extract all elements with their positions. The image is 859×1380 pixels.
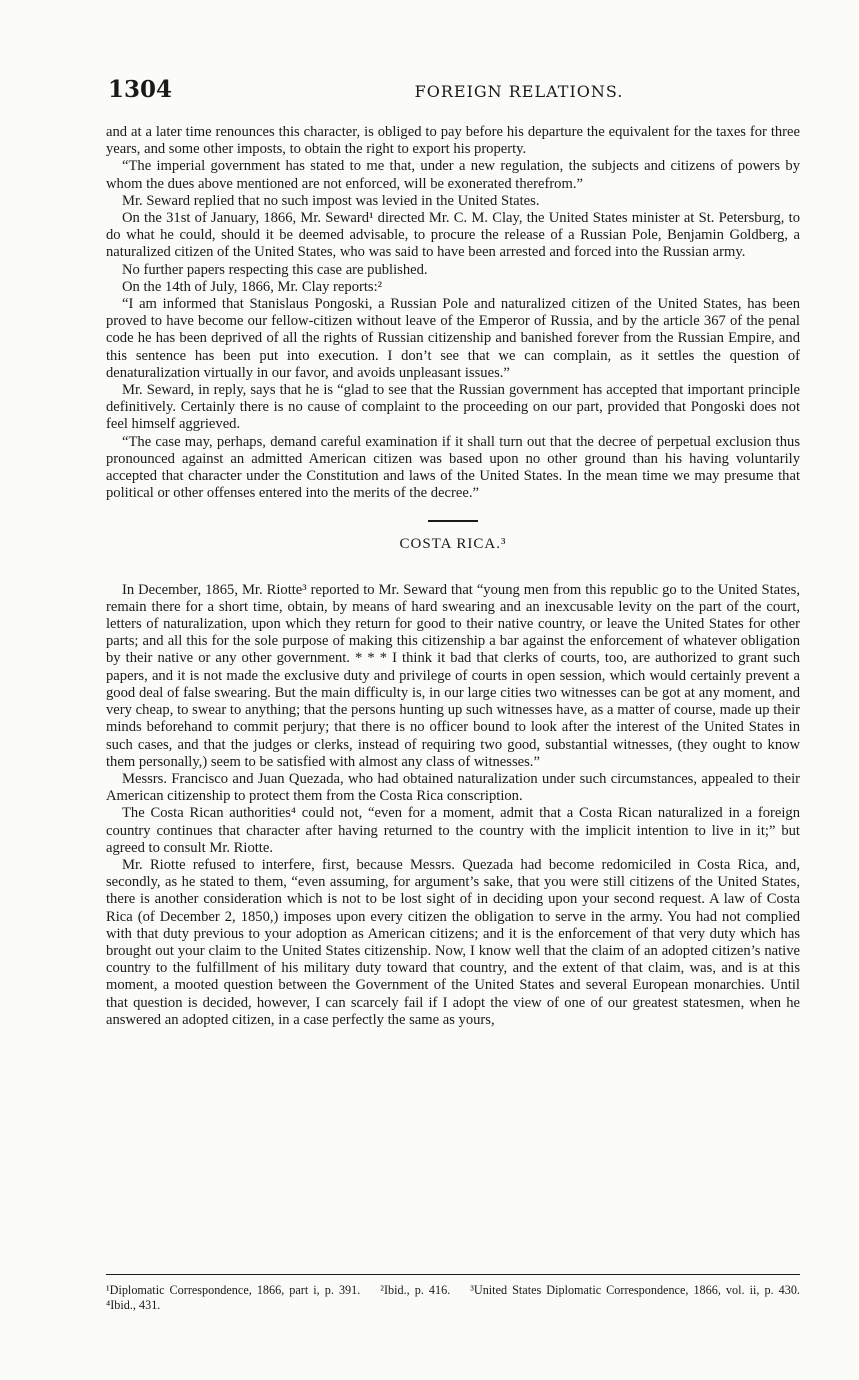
- paragraph: Mr. Seward replied that no such impost was levied in the United States.: [122, 192, 540, 209]
- paragraph: On the 31st of January, 1866, Mr. Seward¹ directed Mr. C. M. Clay, the United States minister at St. Petersburg, to do what he could, should it be deemed advisable, to procure the release of a Russian Pole, Benjamin Goldberg, a naturalized citizen of the United States, who was said to have been arrested and forced into the Russian army.: [106, 210, 800, 261]
- section-divider: [428, 520, 478, 522]
- paragraph: “The imperial government has stated to me that, under a new regulation, the subjects and citizens of powers by whom the dues above mentioned are not enforced, will be exonerated therefrom.”: [106, 158, 800, 192]
- section-title: COSTA RICA.³: [399, 536, 507, 553]
- paragraph: Messrs. Francisco and Juan Quezada, who had obtained naturalization under such circumstances, appealed to their American citizenship to protect them from the Costa Rica conscription.: [106, 770, 800, 805]
- paragraph: On the 14th of July, 1866, Mr. Clay reports:²: [122, 278, 383, 295]
- paragraph: Mr. Riotte refused to interfere, first, because Messrs. Quezada had become redomiciled in Costa Rica, and, secondly, as he stated to them, “even assuming, for argument’s sake, that you were still citizens of the United States, there is another consideration which is not to be lost sight of in deciding upon your second request. A law of Costa Rica (of December 2, 1850,) imposes upon every citizen the obligation to serve in the army. You had not complied with that duty previous to your adoption as American citizens; and it is the enforcement of that very duty which has brought out your claim to the United States citizenship. Now, I know well that the claim of an adopted citizen’s native country to the fulfillment of his military duty toward that country, and the extent of that claim, was, and is at this moment, a mooted question between the Government of the United States and several European monarchies. Until that question is decided, however, I can scarcely fail if I adopt the view of one of our greatest statesmen, when he answered an adopted citizen, in a case perfectly the same as yours,: [106, 856, 800, 1028]
- page-number: 1304: [108, 76, 173, 103]
- running-head: FOREIGN RELATIONS.: [414, 82, 624, 101]
- page-header: [108, 76, 800, 110]
- paragraph: No further papers respecting this case are published.: [122, 261, 428, 278]
- footnote-1: ¹Diplomatic Correspondence, 1866, part i, p. 391.: [106, 1283, 361, 1297]
- paragraph: The Costa Rican authorities⁴ could not, “even for a moment, admit that a Costa Rican naturalized in a foreign country continues that character after having returned to the country with the implicit intention to live in it;” but agreed to consult Mr. Riotte.: [106, 805, 800, 856]
- paragraph: “I am informed that Stanislaus Pongoski, a Russian Pole and naturalized citizen of the United States, has been proved to have become our fellow-citizen without leave of the Emperor of Russia, and by the article 367 of the penal code he has been deprived of all the rights of Russian citizenship and banished forever from the Russian Empire, and this sentence has been put into execution. I don’t see that we can complain, as it settles the question of denaturalization virtually in our favor, and avoids unpleasant issues.”: [106, 296, 800, 381]
- footnote-2: ²Ibid., p. 416.: [380, 1283, 451, 1297]
- footnotes: [106, 1274, 800, 1312]
- paragraph: In December, 1865, Mr. Riotte³ reported to Mr. Seward that “young men from this republic go to the United States, remain there for a short time, obtain, by means of hard swearing and an inexcusable levity on the part of the court, letters of naturalization, upon which they return for good to their native country, or leave the United States for other parts; and all this for the sole purpose of making this citizenship a bar against the enforcement of whatever obligation by their native or any other government. * * * I think it bad that clerks of courts, too, are authorized to grant such papers, and it is not made the exclusive duty and privilege of courts in open session, which would certainly prevent a good deal of false swearing. But the main difficulty is, in our large cities two witnesses can be got at any moment, and very cheap, to swear to anything; that the persons hunting up such witnesses have, as a matter of course, made up their minds beforehand to commit perjury; that there is no officer bound to look after the interest of the United States in such cases, and that the judges or clerks, instead of requiring two good, substantial witnesses, (they ought to know them personally,) seem to be satisfied with almost any class of witnesses.”: [106, 581, 800, 770]
- costa-rica-section: [106, 582, 800, 1029]
- footnote-3: ³United States Diplomatic Correspondence, 1866, vol. ii, p. 430.: [470, 1283, 800, 1297]
- russia-section-continuation: [106, 124, 800, 502]
- paragraph: and at a later time renounces this character, is obliged to pay before his departure the equivalent for the taxes for three years, and some other imposts, to obtain the right to export his property.: [106, 124, 800, 158]
- body-text: [106, 124, 800, 1029]
- footnote-4: ⁴Ibid., 431.: [106, 1297, 161, 1312]
- paragraph: “The case may, perhaps, demand careful examination if it shall turn out that the decree of perpetual exclusion thus pronounced against an admitted American citizen was based upon no other ground than his having voluntarily accepted that character under the Constitution and laws of the United States. In the mean time we may presume that political or other offenses entered into the merits of the decree.”: [106, 433, 800, 502]
- paragraph: Mr. Seward, in reply, says that he is “glad to see that the Russian government has accepted that important principle definitively. Certainly there is no cause of complaint to the proceeding on our part, provided that Pongoski does not feel himself aggrieved.: [106, 382, 800, 433]
